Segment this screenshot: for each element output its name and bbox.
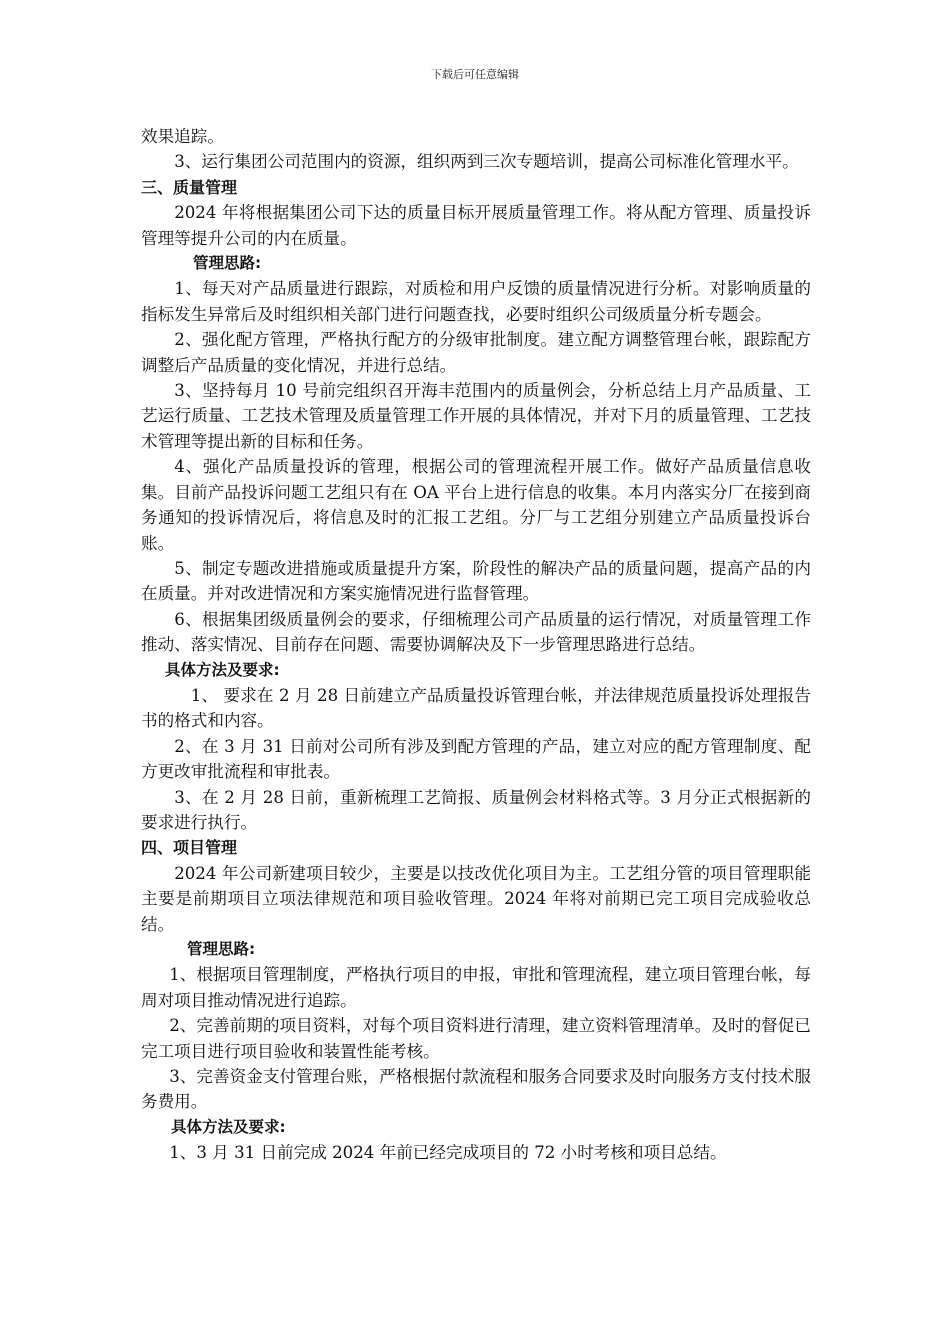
list-item: 5、制定专题改进措施或质量提升方案，阶段性的解决产品的质量问题，提高产品的内在质量。并对改进情况和方案实施情况进行监督管理。 — [141, 558, 811, 604]
paragraph: 3、运行集团公司范围内的资源，组织两到三次专题培训，提高公司标准化管理水平。 — [174, 152, 799, 172]
page-header: 下载后可任意编辑 — [431, 68, 519, 81]
list-item: 4、强化产品质量投诉的管理，根据公司的管理流程开展工作。做好产品质量信息收集。目前产品投诉问题工艺组只有在 OA 平台上进行信息的收集。本月内落实分厂在接到商务通知的投诉情况后，将信息及时的汇报工艺组。分厂与工艺组分别建立产品质量投诉台账。 — [141, 457, 811, 553]
list-item: 1、每天对产品质量进行跟踪，对质检和用户反馈的质量情况进行分析。对影响质量的指标发生异常后及时组织相关部门进行问题查找，必要时组织公司级质量分析专题会。 — [141, 279, 811, 324]
list-item: 6、根据集团级质量例会的要求，仔细梳理公司产品质量的运行情况，对质量管理工作推动、落实情况、目前存在问题、需要协调解决及下一步管理思路进行总结。 — [141, 609, 811, 655]
subheading: 管理思路: — [187, 940, 256, 958]
paragraph: 2024 年公司新建项目较少，主要是以技改优化项目为主。工艺组分管的项目管理职能主要是前期项目立项法律规范和项目验收管理。2024 年将对前期已完工项目完成验收总结。 — [141, 863, 811, 934]
list-item: 3、在 2 月 28 日前，重新梳理工艺简报、质量例会材料格式等。3 月分正式根据新的要求进行执行。 — [141, 787, 811, 832]
section-heading: 四、项目管理 — [141, 838, 238, 858]
section-heading: 三、质量管理 — [141, 177, 238, 197]
list-item: 1、 要求在 2 月 28 日前建立产品质量投诉管理台帐，并法律规范质量投诉处理报告书的格式和内容。 — [141, 685, 811, 731]
subheading: 具体方法及要求: — [171, 1117, 286, 1136]
paragraph: 2024 年将根据集团公司下达的质量目标开展质量管理工作。将从配方管理、质量投诉管理等提升公司的内在质量。 — [141, 203, 811, 248]
list-item: 1、3 月 31 日前完成 2024 年前已经完成项目的 72 小时考核和项目总结。 — [169, 1143, 727, 1163]
list-item: 3、坚持每月 10 号前完组织召开海丰范围内的质量例会，分析总结上月产品质量、工艺运行质量、工艺技术管理及质量管理工作开展的具体情况，并对下月的质量管理、工艺技术管理等提出新的目标和任务。 — [141, 381, 811, 451]
subheading: 具体方法及要求: — [165, 660, 280, 679]
subheading: 管理思路: — [193, 254, 262, 273]
list-item: 2、完善前期的项目资料，对每个项目资料进行清理，建立资料管理清单。及时的督促已完工项目进行项目验收和装置性能考核。 — [141, 1016, 811, 1061]
list-item: 1、根据项目管理制度，严格执行项目的申报，审批和管理流程，建立项目管理台帐，每周对项目推动情况进行追踪。 — [141, 965, 811, 1010]
document-body — [141, 124, 811, 1166]
paragraph: 效果追踪。 — [141, 127, 224, 146]
list-item: 2、强化配方管理，严格执行配方的分级审批制度。建立配方调整管理台帐，跟踪配方调整后产品质量的变化情况，并进行总结。 — [141, 330, 811, 375]
list-item: 3、完善资金支付管理台账，严格根据付款流程和服务合同要求及时向服务方支付技术服务费用。 — [141, 1067, 811, 1112]
list-item: 2、在 3 月 31 日前对公司所有涉及到配方管理的产品，建立对应的配方管理制度、配方更改审批流程和审批表。 — [141, 736, 811, 782]
